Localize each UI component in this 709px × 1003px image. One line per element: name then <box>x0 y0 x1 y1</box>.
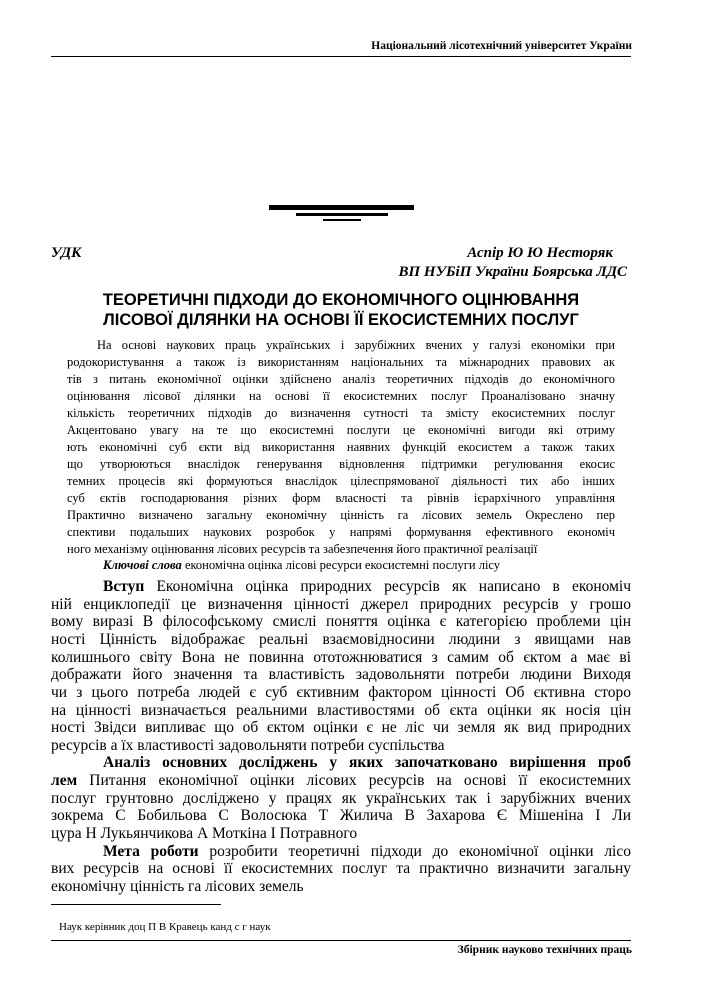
body-line: вих ресурсів на основі її екосистемних послуг та практично визначити загальну <box>51 860 631 878</box>
body-line: цура Н Лукьянчикова А Моткіна І Потравного <box>51 825 358 843</box>
article-title-line: ЛІСОВОЇ ДІЛЯНКИ НА ОСНОВІ ЇЇ ЕКОСИСТЕМНИХ ПОСЛУГ <box>103 311 579 329</box>
body-line: Мета роботи розробити теоретичні підходи до економічної оцінки лісо <box>103 842 631 860</box>
header-rule <box>51 56 631 57</box>
analysis-heading-end: лем <box>51 772 78 790</box>
body-line: послуг грунтовно досліджено у працях як українських так і зарубіжних вчених <box>51 789 631 807</box>
abstract-line: що утворюються внаслідок генерування відновлення підтримки регулювання екосис <box>67 457 615 471</box>
body-line: ності Звідси випливає що об єктом оцінки є не ліс чи земля як вид природних <box>51 719 631 737</box>
keywords <box>103 558 500 573</box>
abstract-line: ного механізму оцінювання лісових ресурсів та забезпечення його практичної реалізації <box>67 542 538 556</box>
author-affiliation: ВП НУБіП України Боярська ЛДС <box>398 264 627 280</box>
body-line: на цінності визначається реальними властивостями об єкта оцінки як носія цін <box>51 701 631 719</box>
abstract-line: кількість теоретичних підходів до визначення сутності та змісту екосистемних послуг <box>67 406 615 420</box>
goal-heading: Мета роботи <box>103 842 199 860</box>
body-line: зокрема С Бобильова С Волосюка Т Жилича В Захарова Є Мішеніна І Ли <box>51 807 631 825</box>
body-line: лем Питання економічної оцінки лісових ресурсів на основі її екосистемних <box>51 772 631 790</box>
footnote: Наук керівник доц П В Кравець канд с г наук <box>59 921 271 933</box>
body-line: Вступ Економічна оцінка природних ресурсів як написано в економіч <box>103 578 631 595</box>
running-header: Національний лісотехнічний університет України <box>371 40 632 52</box>
abstract-line: тів з питань економічної оцінки здійснено аналіз теоретичних підходів до економічного <box>67 372 615 386</box>
abstract-line: темних процесів які формуються внаслідок цілеспрямованої діяльності тих або інших <box>67 474 615 488</box>
abstract-line: ють економічні суб єкти від використання наявних функцій екосистем а також таких <box>67 440 615 454</box>
keywords-label: Ключові слова <box>103 558 182 572</box>
footer-rule <box>51 940 631 941</box>
body-line: вому виразі В філософському смислі поняття оцінка є категорією проблеми цін <box>51 613 631 631</box>
body-line: ності Цінність відображає реальні взаємовідносини людини з явищами нав <box>51 630 631 648</box>
decorative-bar <box>269 205 414 210</box>
body-line: колишнього світу Вона не повинна ототожнюватися з самим об єктом а має ві <box>51 648 631 666</box>
author-name: Аспір Ю Ю Несторяк <box>467 245 613 261</box>
abstract-line: суб єктів господарювання різних форм власності та рівнів ієрархічного управління <box>67 491 615 505</box>
intro-heading: Вступ <box>103 578 145 595</box>
abstract-line: родокористування а також із використанням національних та міжнародних правових ак <box>67 355 615 369</box>
udk-label: УДК <box>51 245 82 261</box>
decorative-bar <box>323 219 361 221</box>
body-line: ресурсів а їх властивості задовольняти потреби суспільства <box>51 736 445 754</box>
body-line: економічну цінність га лісових земель <box>51 878 304 895</box>
abstract-line: оцінювання лісової ділянки на основі її екосистемних послуг Проаналізовано значну <box>67 389 615 403</box>
abstract-line: На основі наукових праць українських і зарубіжних вчених у галузі економіки при <box>97 338 615 352</box>
body-line: ній енциклопедії це визначення цінності джерел природних ресурсів у грошо <box>51 595 631 613</box>
abstract-line: спективи подальших наукових розробок у напрямі формування ефективного економіч <box>67 525 615 539</box>
footnote-rule <box>51 904 221 905</box>
body-line: чи з цього потреба людей є суб єктивним фактором цінності Об єктивна сторо <box>51 683 631 701</box>
abstract-line: Практично визначено загальну економічну цінність га лісових земель Окреслено пер <box>67 508 615 522</box>
keywords-text: економічна оцінка лісові ресурси екосистемні послуги лісу <box>181 558 501 572</box>
running-footer: Збірник науково технічних праць <box>457 944 632 956</box>
article-title-line: ТЕОРЕТИЧНІ ПІДХОДИ ДО ЕКОНОМІЧНОГО ОЦІНЮВАННЯ <box>102 291 580 309</box>
decorative-bar <box>296 213 388 216</box>
analysis-heading: Аналіз основних досліджень у яких започатковано вирішення проб <box>103 754 631 772</box>
abstract-line: Акцентовано увагу на те що екосистемні послуги це економічні вигоди які отриму <box>67 423 615 437</box>
body-line: дображати його значення та властивість задовольняти потреби людини Виходя <box>51 666 631 684</box>
